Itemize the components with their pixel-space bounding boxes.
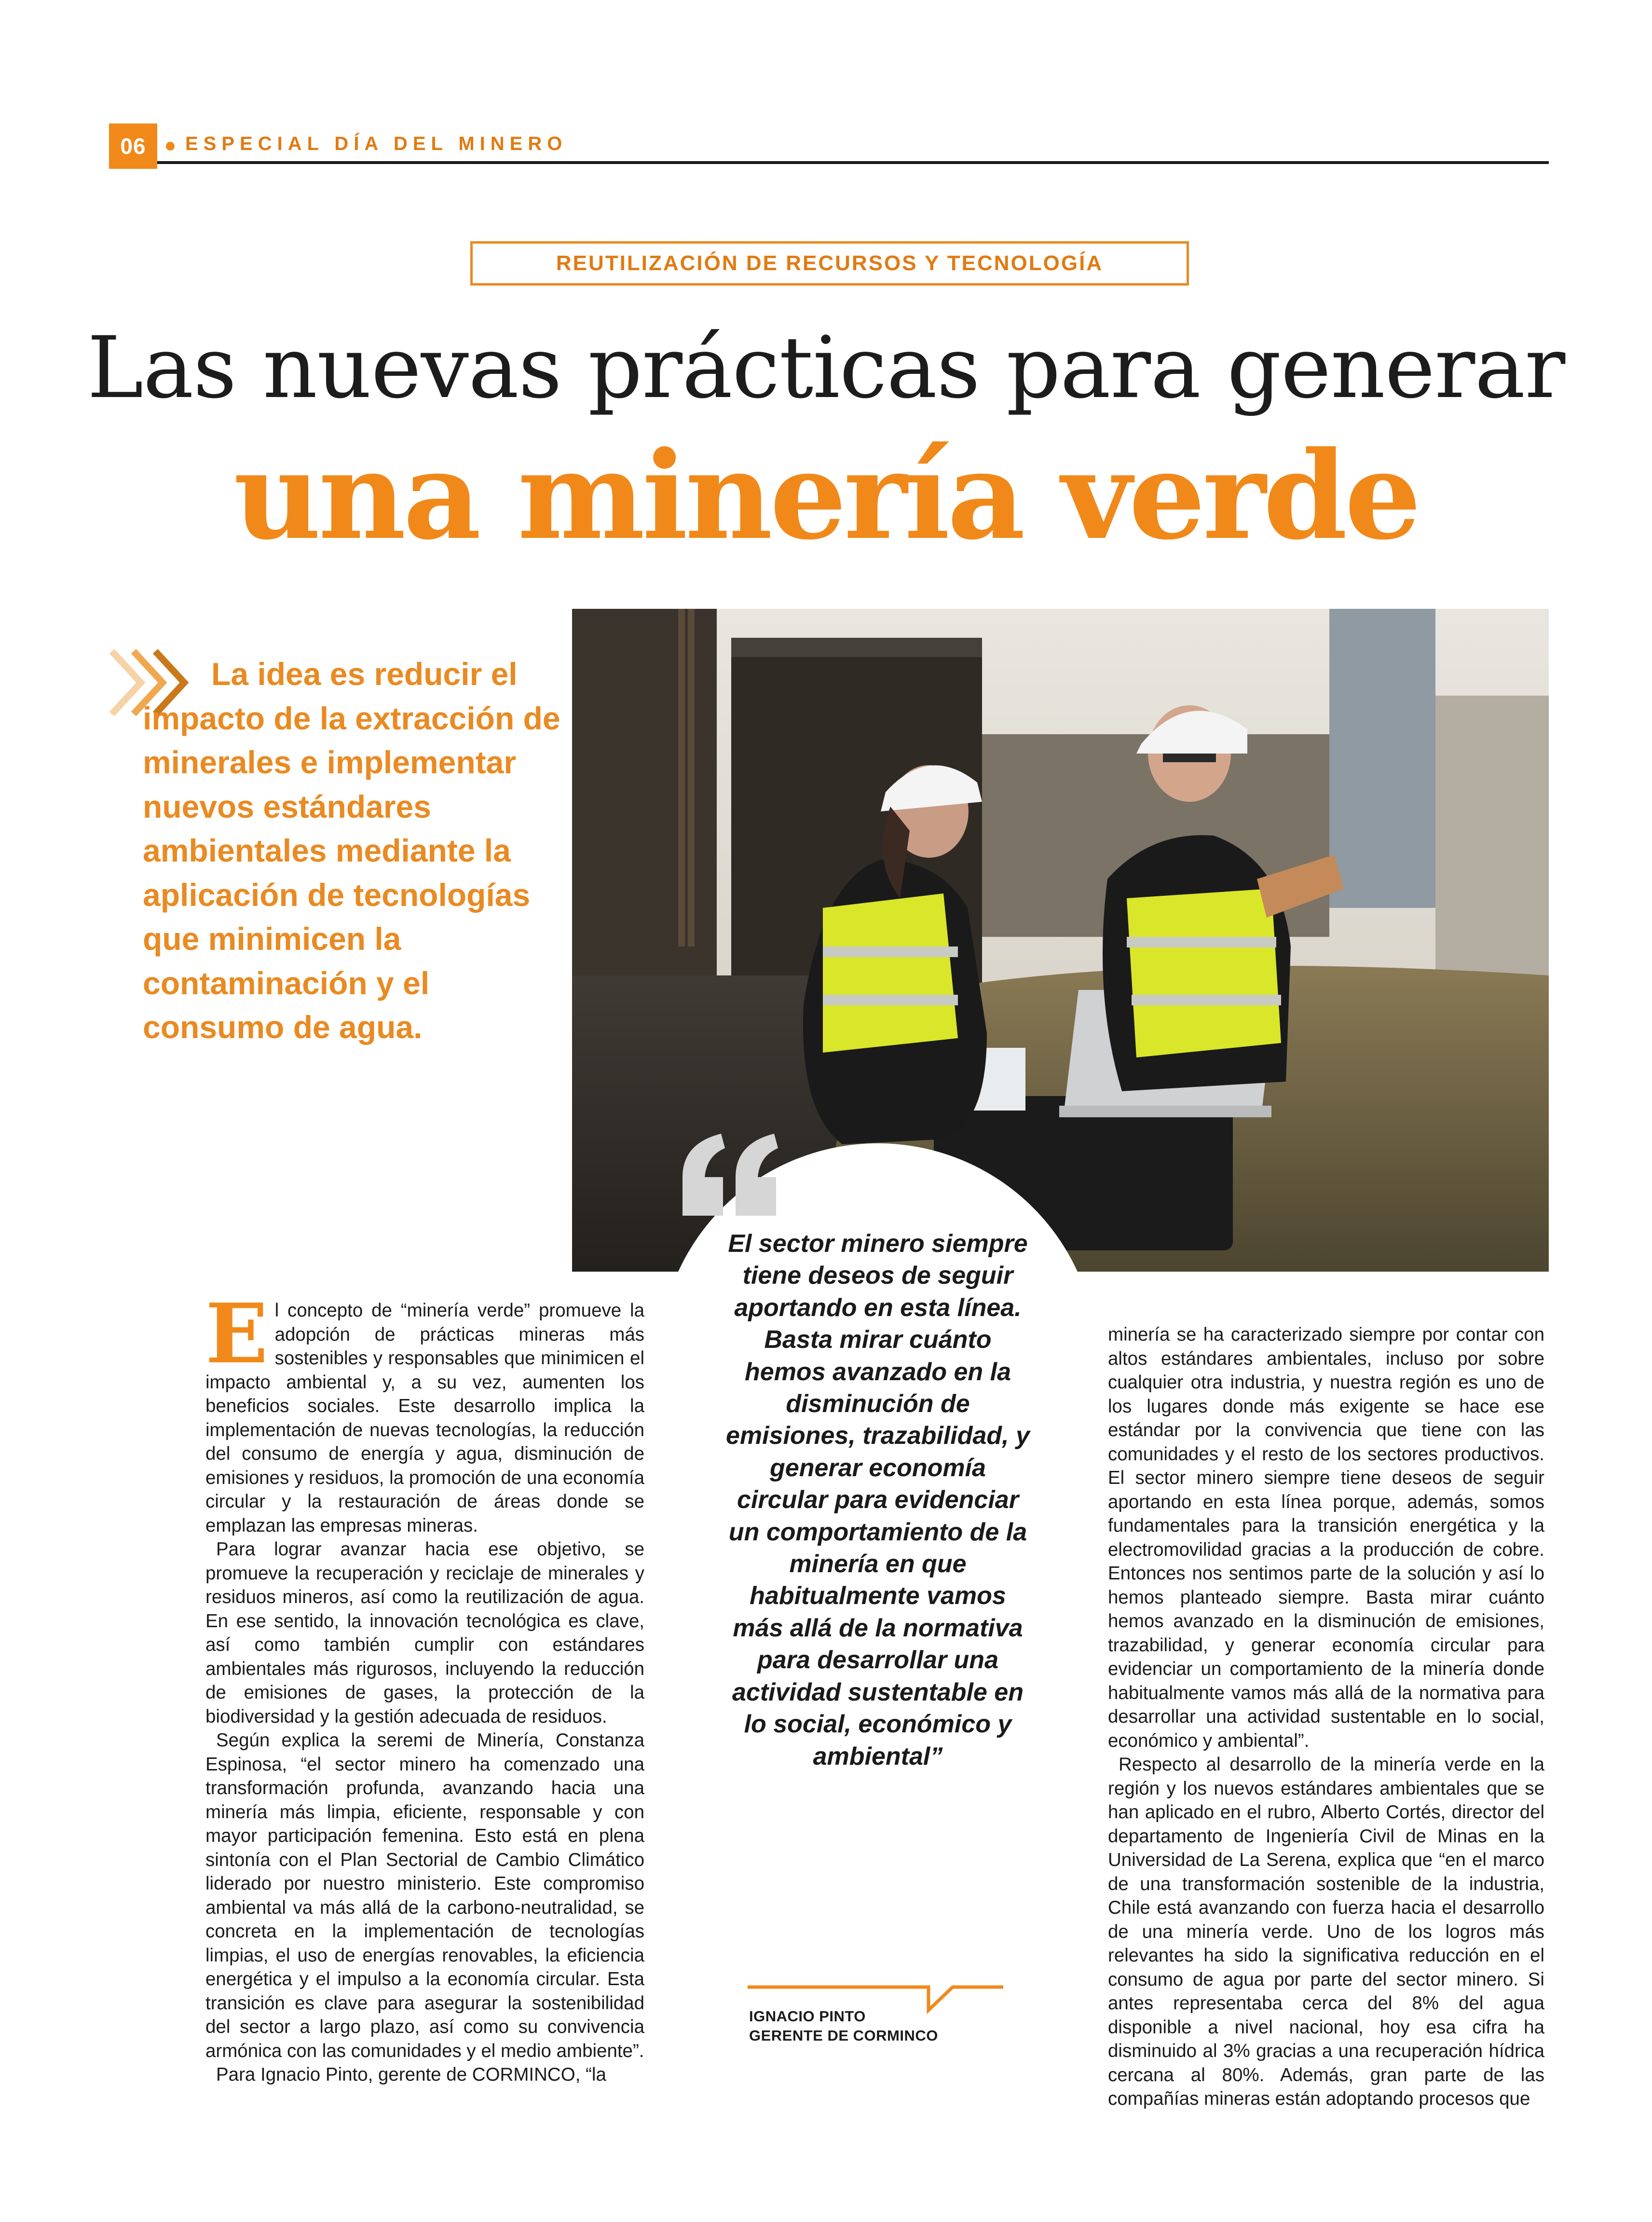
body-text: l concepto de “minería verde” promueve la adopción de prácticas mineras más sostenibles y responsables que minimicen el impacto ambiental y, a su vez, aumenten los beneficios sociales. Este desarrollo implica la implementación de nuevas tecnologías, la reducción del consumo de energía y agua, disminución de emisiones y residuos, la promoción de una economía circular y la restauración de áreas donde se emplazan las empresas mineras. — [205, 1300, 644, 1536]
body-paragraph: Para Ignacio Pinto, gerente de CORMINCO, “la — [216, 2064, 606, 2085]
open-quote-icon — [673, 1124, 789, 1221]
body-paragraph: minería se ha caracterizado siempre por contar con altos estándares ambientales, incluso por sobre cualquier otra industria, y nuestra región es uno de los lugares donde más exigente se hace ese estándar por la convivencia que tiene con las comunidades y el resto de los sectores productivos. El sector minero siempre tiene deseos de seguir aportando en esta línea porque, además, somos fundamentales para la transición energética y la electromovilidad gracias a la producción de cobre. Entonces nos sentimos parte de la solución y así lo hemos planteado siempre. Basta mirar cuánto hemos avanzado en la disminución de emisiones, trazabilidad, y generar economía circular para evidenciar un comportamiento de la minería donde habitualmente vamos más allá de la normativa para desarrollar una actividad sustentable en lo social, económico y ambiental”. — [1108, 1324, 1544, 1751]
body-column-2 — [1108, 1323, 1544, 2111]
drop-cap: E — [205, 1286, 268, 1382]
headline-line2: una minería verde — [233, 425, 1419, 566]
headline-line1: Las nuevas prácticas para generar — [87, 318, 1565, 417]
pull-quote: El sector minero siempre tiene deseos de seguir aportando en esta línea. Basta mirar cuánto hemos avanzado en la disminución de emisiones, trazabilidad, y generar economía circular para evidenciar un comportamiento de la minería en que habitualmente vamos más allá de la normativa para desarrollar una actividad sustentable en lo social, económico y ambiental” — [726, 1230, 1030, 1770]
section-name: ESPECIAL DÍA DEL MINERO — [185, 133, 568, 154]
page-number: 06 — [109, 123, 157, 169]
body-paragraph: Para lograr avanzar hacia ese objetivo, se promueve la recuperación y reciclaje de minerales y residuos mineros, así como la reutilización de agua. En ese sentido, la innovación tecnológica es clave, así como también cumplir con estándares ambientales más rigurosos, incluyendo la reducción de emisiones de gases, la protección de la biodiversidad y la gestión adecuada de residuos. — [205, 1539, 644, 1727]
article-lead: La idea es reducir el impacto de la extracción de minerales e implementar nuevos estándares ambientales mediante la aplicación de tecnologías que minimicen la contaminación y el consumo de agua. — [143, 656, 560, 1045]
quote-author: IGNACIO PINTO — [749, 2008, 866, 2025]
quote-byline — [749, 2007, 938, 2045]
body-paragraph: Según explica la seremi de Minería, Constanza Espinosa, “el sector minero ha comenzado una transformación profunda, avanzando hacia una minería más limpia, eficiente, responsable y con mayor participación femenina. Esto está en plena sintonía con el Plan Sectorial de Cambio Climático liderado por nuestro ministerio. Este compromiso ambiental va más allá de la carbono-neutralidad, se concreta en la implementación de tecnologías limpias, el uso de energías renovables, la eficiencia energética y el impulso a la economía circular. Esta transición es clave para asegurar la sostenibilidad del sector a largo plazo, así como su convivencia armónica con las comunidades y el medio ambiente”. — [205, 1730, 644, 2061]
bullet-dot-icon — [166, 142, 175, 151]
quote-author-role: GERENTE DE CORMINCO — [749, 2027, 938, 2044]
article-kicker: REUTILIZACIÓN DE RECURSOS Y TECNOLOGÍA — [470, 241, 1189, 286]
page-header — [109, 121, 1549, 169]
body-paragraph — [205, 1286, 644, 1537]
body-paragraph: Respecto al desarrollo de la minería verde en la región y los nuevos estándares ambientales que se han aplicado en el rubro, Alberto Cortés, director del departamento de Ingeniería Civil de Minas en la Universidad de La Serena, explica que “en el marco de una transformación sostenible de la industria, Chile está avanzando con fuerza hacia el desarrollo de una minería verde. Uno de los logros más relevantes ha sido la significativa reducción en el consumo de agua por parte del sector minero. Si antes representaba cerca del 8% del agua disponible a nivel nacional, hoy esa cifra ha disminuido al 3% gracias a una recuperación hídrica cercana al 80%. Además, gran parte de las compañías mineras están adoptando procesos que — [1108, 1754, 1544, 2109]
body-column-1 — [205, 1286, 644, 2087]
header-rule — [157, 161, 1549, 164]
